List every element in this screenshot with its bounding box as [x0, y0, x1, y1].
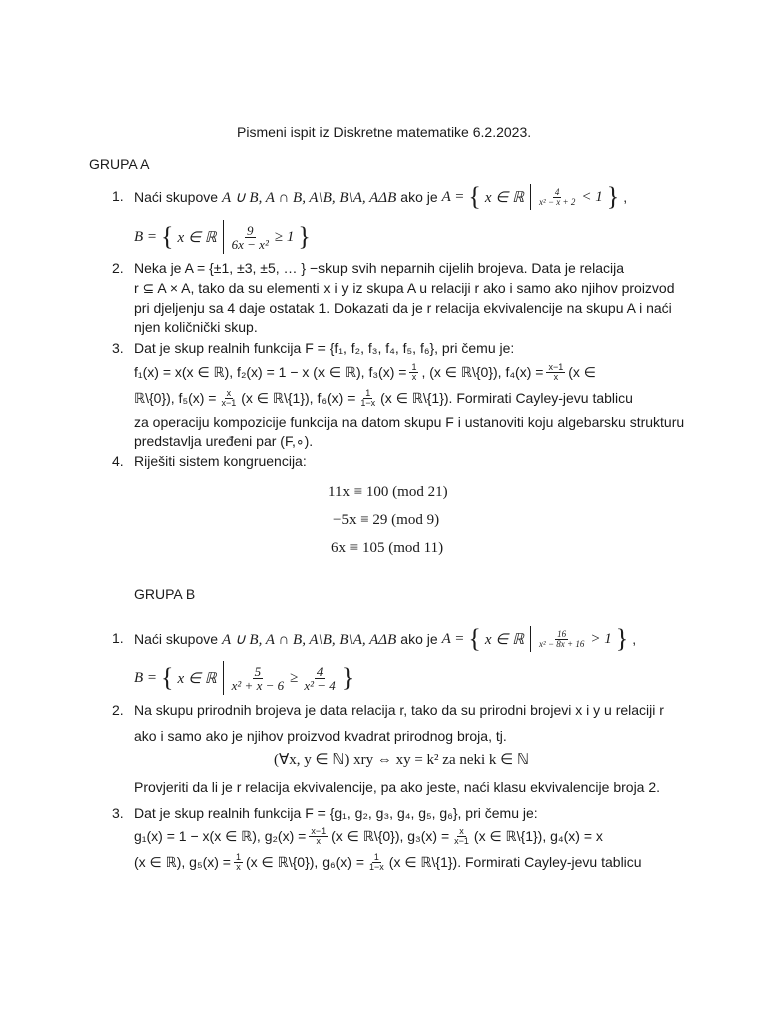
g1-g2-definitions: g₁(x) = 1 − x(x ∈ ℝ), g₂(x) = [134, 827, 307, 844]
set-a-condition: > 1 [590, 630, 612, 647]
fraction-denominator: x² − 8x + 16 [539, 638, 585, 649]
problem-b2-number: 2. [112, 702, 124, 718]
problem-a3-line1: Dat je skup realnih funkcija F = {f₁, f₂, f₃, f₄, f₅, f₆}, pri čemu je: [134, 340, 515, 356]
problem-b2-line3: Provjeriti da li je r relacija ekvivalencije, pa ako jeste, naći klasu ekvivalencije broja 2. [134, 779, 661, 795]
document-title: Pismeni ispit iz Diskretne matematike 6.2.2023. [237, 124, 532, 140]
problem-a1-sets-expr: A ∪ B, A ∩ B, A\B, B\A, AΔB [222, 189, 397, 206]
problem-a3-line5: predstavlja uređeni par (F,∘). [134, 433, 314, 449]
problem-a2-number: 2. [112, 260, 124, 276]
fraction-denominator: x [236, 861, 241, 872]
problem-b1-line2 [134, 658, 354, 698]
problem-b3-number: 3. [112, 805, 124, 821]
right-brace: } [298, 222, 311, 251]
problem-b3-task: (x ∈ ℝ\{1}). Formirati Cayley-jevu tablicu [388, 853, 642, 870]
fraction-numerator: 16 [557, 628, 567, 639]
congruence-2: −5x ≡ 29 (mod 9) [333, 512, 440, 528]
problem-b1-text: Naći skupove [134, 631, 219, 647]
problem-b3-line1: Dat je skup realnih funkcija F = {g₁, g₂, g₃, g₄, g₅, g₆}, pri čemu je: [134, 805, 538, 821]
g3-fraction [452, 827, 471, 846]
problem-a3-line2 [134, 358, 596, 386]
problem-a4-number: 4. [112, 453, 124, 469]
fraction-denominator: x [553, 371, 559, 382]
problem-b1-number: 1. [112, 630, 124, 646]
fraction-numerator: x [459, 825, 464, 836]
f4-domain-start: (x ∈ [568, 363, 596, 380]
problem-a2-line4: njen količnički skup. [134, 319, 258, 335]
set-b-label: B = [134, 669, 158, 686]
fraction-denominator: 1−x [369, 861, 384, 872]
set-b-inequality: ≥ [290, 669, 299, 686]
f5-fraction [219, 389, 238, 408]
left-brace: { [161, 663, 174, 692]
g2-fraction [309, 827, 328, 846]
problem-a1-number: 1. [112, 188, 124, 204]
g3-definition: (x ∈ ℝ\{0}), g₃(x) = [331, 827, 450, 844]
problem-a3-line3 [134, 384, 633, 412]
f4-fraction [546, 363, 565, 382]
fraction-numerator: 9 [247, 222, 254, 238]
problem-b1-line1: Naći skupove A ∪ B, A ∩ B, A\B, B\A, AΔB ako je A = { x ∈ ℝ $\frac{16}{\text{x² − 8x + 16}}$ > 1 } , [134, 624, 637, 653]
set-b-domain: x ∈ ℝ [177, 229, 217, 246]
g5-fraction [234, 853, 243, 872]
fraction-denominator: x [316, 835, 321, 846]
fraction-numerator: x [226, 387, 232, 398]
left-brace: { [161, 222, 174, 251]
problem-b2-formula: (∀x, y ∈ ℕ) xry ⇔ xy = k² za neki k ∈ ℕ [274, 752, 529, 768]
fraction-denominator: 1−x [360, 397, 376, 408]
problem-b2-line2: ako i samo ako je njihov proizvod kvadrat prirodnog broja, tj. [134, 728, 507, 744]
fraction-denominator: x−1 [221, 397, 237, 408]
f6-definition: (x ∈ ℝ\{1}), f₆(x) = [241, 389, 356, 406]
set-bar [530, 626, 531, 652]
fraction-numerator: 1 [235, 851, 241, 862]
fraction-denominator: x² + x − 6 [231, 677, 285, 693]
problem-a1-text: Naći skupove [134, 189, 219, 205]
problem-b2-line1: Na skupu prirodnih brojeva je data relacija r, tako da su prirodni brojevi x i y u relaciji r [134, 702, 664, 718]
group-a-heading: GRUPA A [89, 156, 150, 172]
problem-a1-line2 [134, 218, 311, 256]
problem-a1-text2: ako je [400, 189, 438, 205]
fraction-numerator: x−1 [548, 361, 564, 372]
group-b-heading: GRUPA B [134, 586, 196, 602]
f3-domain: , (x ∈ ℝ\{0}), f₄(x) = [421, 363, 544, 380]
f6-fraction [358, 389, 377, 408]
problem-a1-line1: Naći skupove A ∪ B, A ∩ B, A\B, B\A, AΔB ako je A = { x ∈ ℝ $\frac{4}{\text{x² − x + 2}}$ < 1 } , [134, 182, 628, 211]
problem-a4-text: Riješiti sistem kongruencija: [134, 453, 307, 469]
f1-f3-definitions: f₁(x) = x(x ∈ ℝ), f₂(x) = 1 − x (x ∈ ℝ), f₃(x) = [134, 363, 407, 380]
f5-definition: ℝ\{0}), f₅(x) = [134, 389, 217, 406]
problem-b3-line2 [134, 822, 603, 850]
fraction-numerator: 4 [554, 186, 560, 197]
set-b-fraction-right [302, 665, 337, 692]
right-brace: } [606, 182, 620, 211]
set-bar [223, 220, 224, 254]
fraction-denominator: 6x − x² [231, 236, 269, 252]
problem-a3-line4: za operaciju kompozicije funkcija na datom skupu F i ustanoviti koju algebarsku strukturu [134, 414, 685, 430]
set-bar [530, 184, 531, 210]
problem-a2-line2: r ⊆ A × A, tako da su elementi x i y iz skupa A u relaciji r ako i samo ako njihov proizvod [134, 280, 675, 296]
congruence-1: 11x ≡ 100 (mod 21) [328, 484, 448, 500]
set-b-condition: ≥ 1 [274, 228, 295, 245]
fraction-numerator: 1 [411, 361, 417, 372]
g6-definition: (x ∈ ℝ\{0}), g₆(x) = [246, 853, 365, 870]
problem-a3-task: (x ∈ ℝ\{1}). Formirati Cayley-jevu tablicu [380, 389, 633, 406]
right-brace: } [615, 624, 629, 653]
fraction-numerator: x−1 [311, 825, 327, 836]
problem-b1-text2: ako je [400, 631, 438, 647]
fraction-denominator: x [411, 371, 417, 382]
fraction-denominator: x−1 [454, 835, 469, 846]
set-b-domain: x ∈ ℝ [177, 670, 217, 687]
g4-definition: (x ∈ ℝ\{1}), g₄(x) = x [473, 827, 603, 844]
g5-definition: (x ∈ ℝ), g₅(x) = [134, 853, 231, 870]
set-a-label: A = [441, 630, 465, 647]
set-a-label: A = [441, 188, 465, 205]
g6-fraction [367, 853, 386, 872]
set-a-domain: x ∈ ℝ [484, 189, 524, 206]
set-a-domain: x ∈ ℝ [484, 631, 524, 648]
set-bar [223, 661, 224, 695]
fraction-numerator: 4 [316, 663, 324, 679]
congruence-3: 6x ≡ 105 (mod 11) [331, 540, 444, 556]
f3-fraction [409, 363, 418, 382]
fraction-numerator: 1 [373, 851, 379, 862]
set-b-fraction-left [230, 665, 286, 692]
problem-b3-line3 [134, 848, 642, 876]
set-b-fraction [230, 224, 271, 251]
problem-a3-number: 3. [112, 340, 124, 356]
set-a-condition: < 1 [581, 188, 603, 205]
left-brace: { [468, 624, 481, 653]
fraction-denominator: x² − x + 2 [539, 196, 576, 207]
right-brace: } [341, 663, 355, 692]
fraction-numerator: 1 [365, 387, 371, 398]
fraction-numerator: 5 [254, 663, 262, 679]
problem-b1-sets-expr: A ∪ B, A ∩ B, A\B, B\A, AΔB [222, 631, 397, 648]
problem-a2-line3: pri djeljenju sa 4 daje ostatak 1. Dokazati da je r relacija ekvivalencije na skupu A i naći [134, 300, 672, 316]
set-a-fraction [537, 630, 586, 649]
set-b-label: B = [134, 228, 158, 245]
fraction-denominator: x² − 4 [304, 677, 336, 693]
set-a-fraction [537, 188, 577, 207]
problem-a2-line1: Neka je A = {±1, ±3, ±5, … } −skup svih neparnih cijelih brojeva. Data je relacija [134, 260, 624, 276]
left-brace: { [468, 182, 481, 211]
